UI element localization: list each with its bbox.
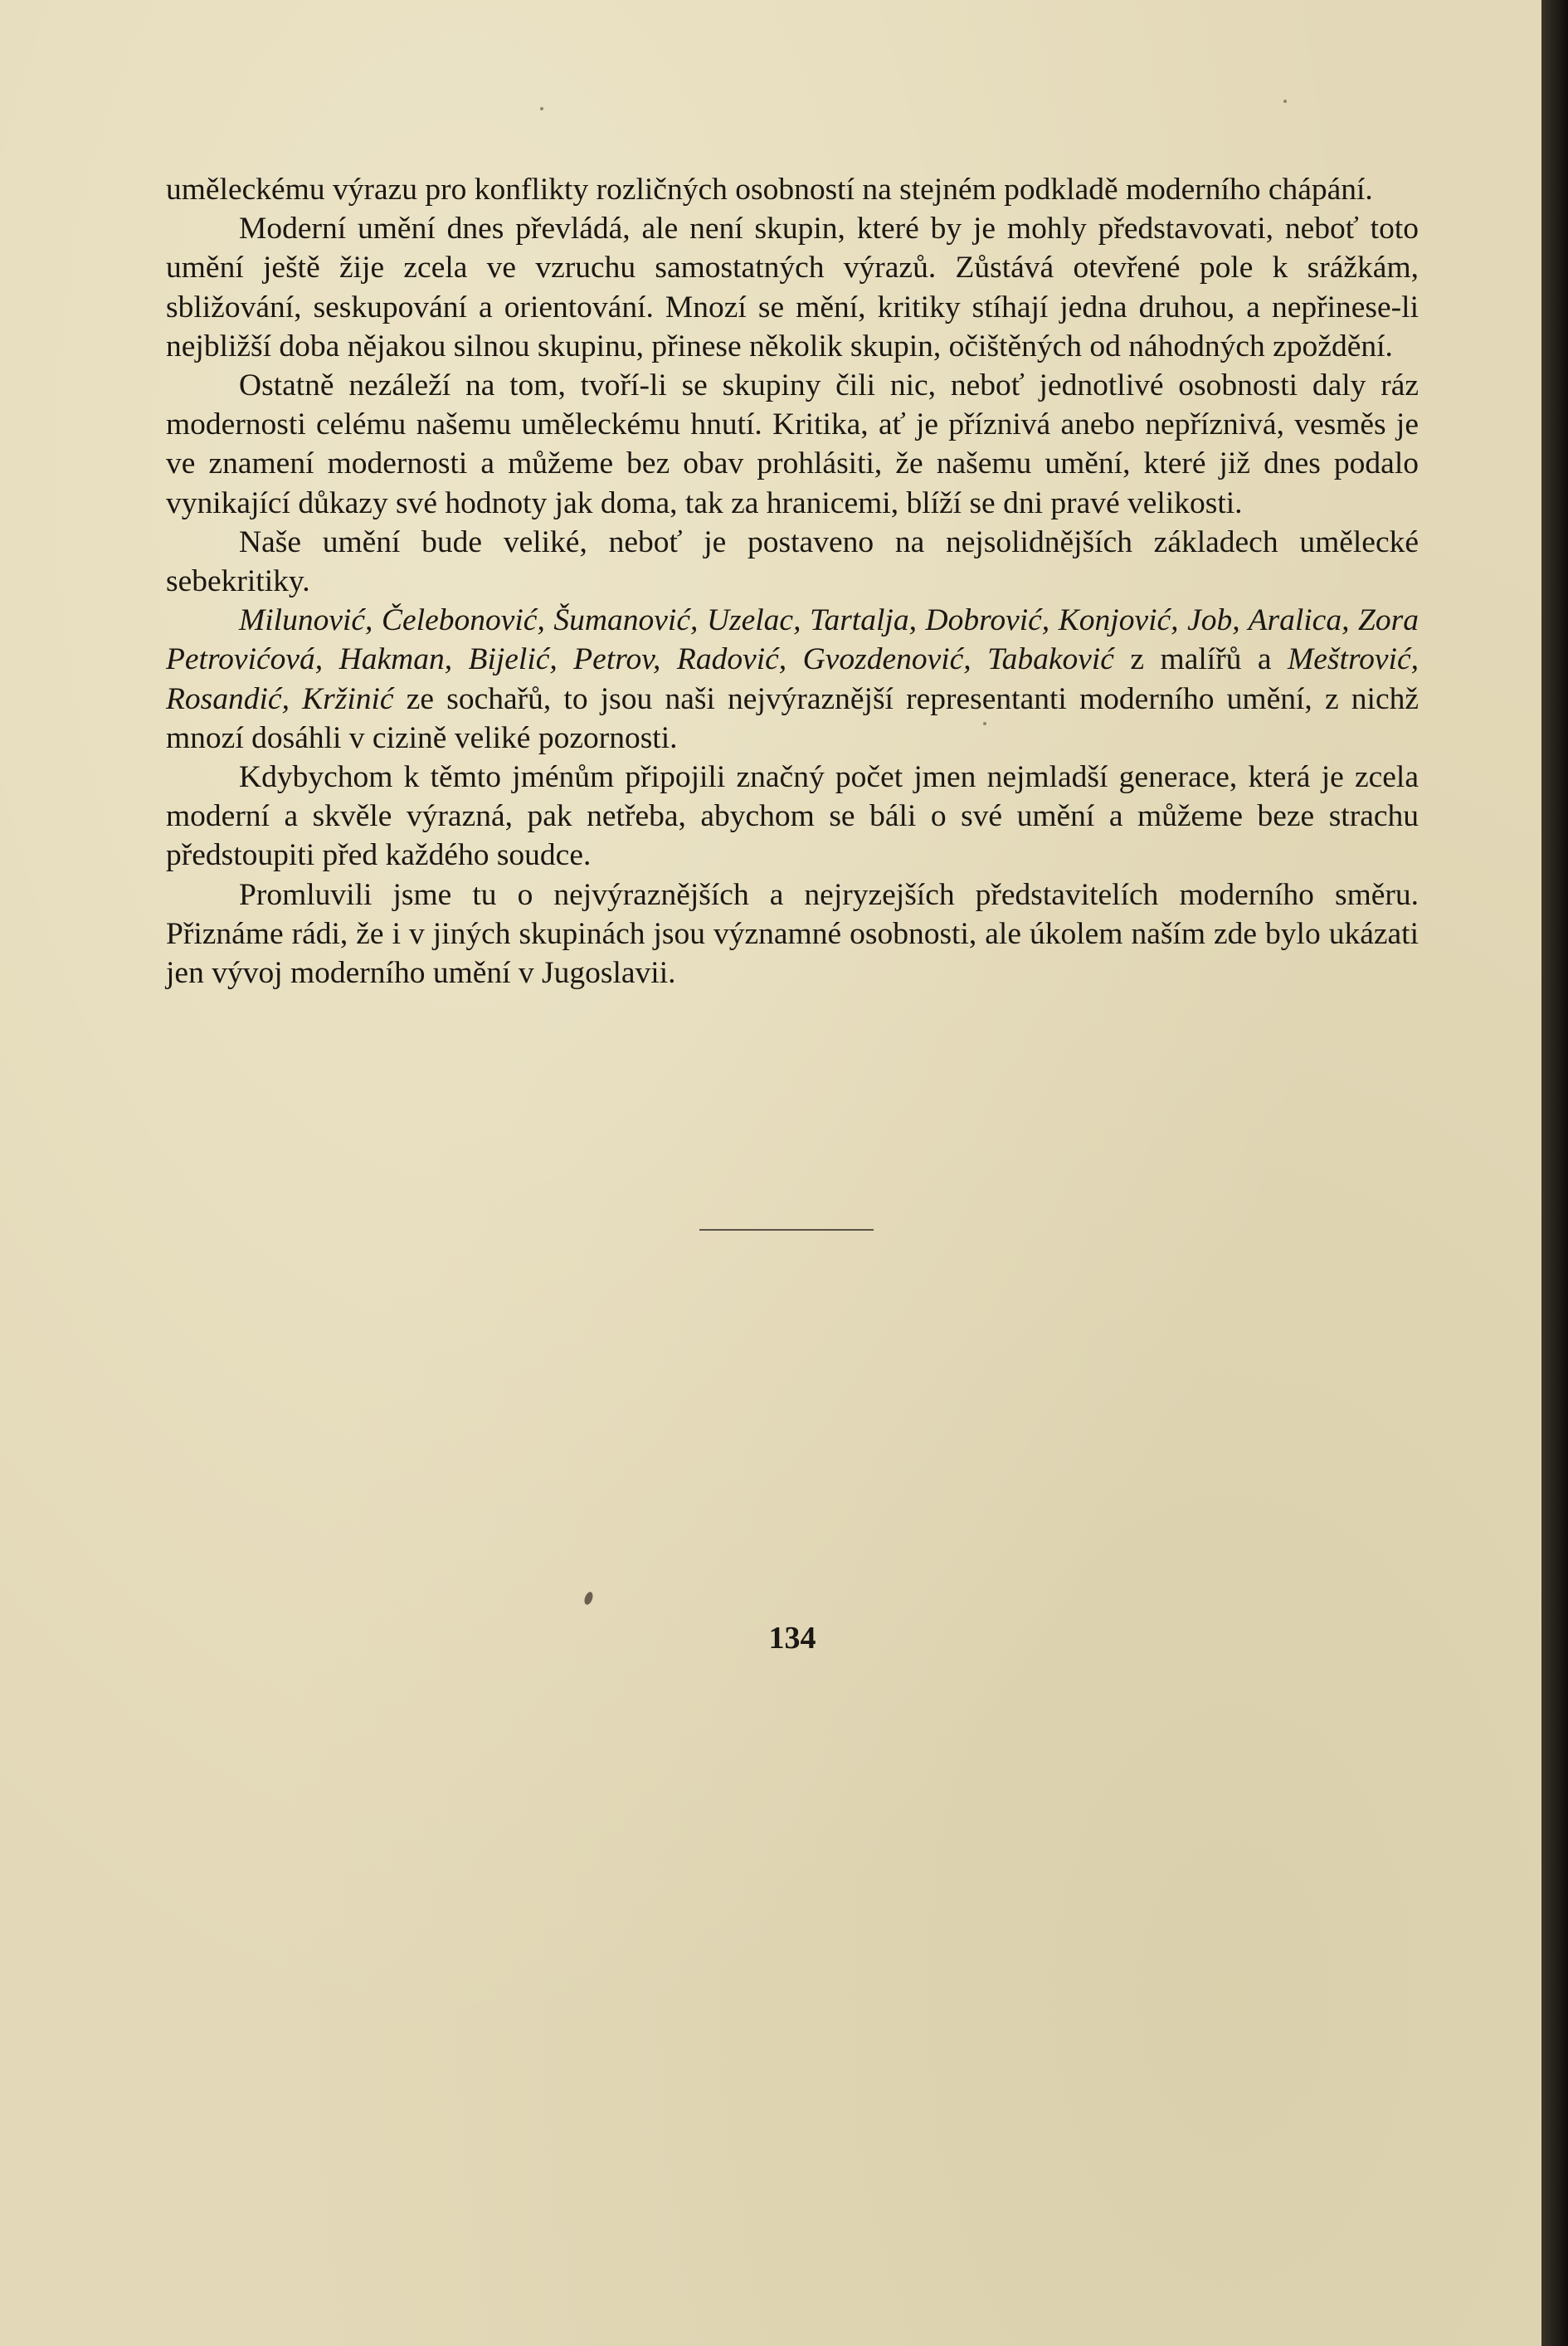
paragraph-6: Kdybychom k těmto jménům připojili značný počet jmen nejmladší generace, která je zcela moderní a skvěle výrazná, pak netřeba, abychom se báli o své umění a můžeme beze strachu předstoupiti před každého soudce.	[166, 760, 1419, 873]
paragraph-3: Ostatně nezáleží na tom, tvoří-li se skupiny čili nic, neboť jednotlivé osobnosti daly ráz modernosti celému našemu uměleckému hnutí. Kritika, ať je příznivá anebo nepříznivá, vesměs je ve znamení modernosti a můžeme bez obav prohlásiti, že našemu umění, které již dnes podalo vynikající důkazy své hodnoty jak doma, tak za hranicemi, blíží se dni pravé velikosti.	[166, 368, 1419, 520]
page-number: 134	[768, 1621, 816, 1656]
paragraph-1: uměleckému výrazu pro konflikty rozličných osobností na stejném podkladě moderního chápání.	[166, 173, 1373, 207]
painter-names: Milunović, Čelebonović, Šumanović, Uzelac, Tartalja, Dobrović, Konjović, Job, Aralica, Zora Petrovićová, Hakman, Bijelić, Petrov, Radović, Gvozdenović, Tabaković	[166, 603, 1419, 677]
artists-connector-1: z malířů a	[1113, 642, 1288, 677]
body-text	[166, 170, 1419, 993]
paper-speck	[540, 107, 543, 110]
section-divider	[699, 1229, 874, 1231]
paragraph-2: Moderní umění dnes převládá, ale není skupin, které by je mohly představovati, neboť toto umění ještě žije zcela ve vzruchu samostatných výrazů. Zůstává otevřené pole k srážkám, sbližování, seskupování a orientování. Mnozí se mění, kritiky stíhají jedna druhou, a nepřinese-li nejbližší doba nějakou silnou skupinu, přinese několik skupin, očištěných od náhodných zpoždění.	[166, 212, 1419, 363]
artists-paragraph	[166, 601, 1419, 758]
sculptor-names: Meštrović, Rosandić, Kržinić	[166, 642, 1419, 716]
ink-spot	[583, 1591, 595, 1606]
paragraph-7: Promluvili jsme tu o nejvýraznějších a nejryzejších představitelích moderního směru. Přiznáme rádi, že i v jiných skupinách jsou významné osobnosti, ale úkolem naším zde bylo ukázati jen vývoj moderního umění v Jugoslavii.	[166, 877, 1419, 991]
paper-speck	[1283, 100, 1287, 103]
paragraph-4: Naše umění bude veliké, neboť je postaveno na nejsolidnějších základech umělecké sebekritiky.	[166, 524, 1419, 599]
paper-speck	[983, 722, 986, 725]
book-spine-edge	[1541, 0, 1568, 2346]
artists-connector-2: ze sochařů, to jsou naši nejvýraznější representanti moderního umění, z nichž mnozí dosáhli v cizině veliké pozornosti.	[166, 681, 1419, 755]
